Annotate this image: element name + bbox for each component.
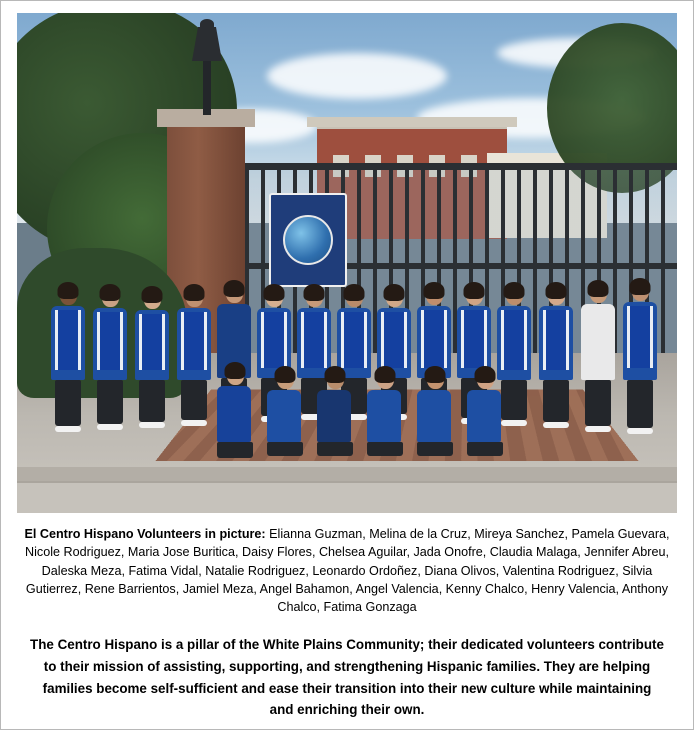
person-figure-kneeling [467,369,503,456]
person-figure-kneeling [317,369,353,456]
person-figure [177,287,211,426]
person-figure [623,281,657,434]
volunteer-group [17,228,677,478]
person-figure [93,287,127,430]
cloud-shape [267,53,447,99]
roofline [307,117,517,127]
person-figure-kneeling [367,369,403,456]
person-figure-kneeling [417,369,453,456]
sidewalk [17,481,677,513]
group-photo-volunteers [17,13,677,513]
person-figure-kneeling [217,365,253,458]
person-figure [581,283,615,432]
organization-blurb: The Centro Hispano is a pillar of the White Plains Community; their dedicated volunteers contribute to their mission of assisting, supporting, and strengthening Hispanic families. They are helping families become self-sufficient and ease their transition into their new culture while maintaining and enriching their own. [30,637,664,718]
lamp-finial [200,19,214,29]
lamp-post [203,53,211,115]
person-figure [51,285,85,432]
person-figure [135,289,169,428]
photo-caption [23,525,671,616]
caption-names: Elianna Guzman, Melina de la Cruz, Mireya Sanchez, Pamela Guevara, Nicole Rodriguez, Maria Jose Buritica, Daisy Flores, Chelsea Aguilar, Jada Onofre, Claudia Malaga, Jennifer Abreu, Daleska Meza, Fatima Vidal, Natalie Rodriguez, Leonardo Ordoñez, Diana Olivos, Valentina Rodriguez, Silvia Gutierrez, Rene Barrientos, Jamiel Meza, Angel Bahamon, Angel Valencia, Kenny Chalco, Henry Valencia, Anthony Chalco, Fatima Gonzaga [25,527,670,614]
caption-lead-label: El Centro Hispano Volunteers in picture: [24,527,266,541]
person-figure-kneeling [267,369,303,456]
person-figure [539,285,573,428]
